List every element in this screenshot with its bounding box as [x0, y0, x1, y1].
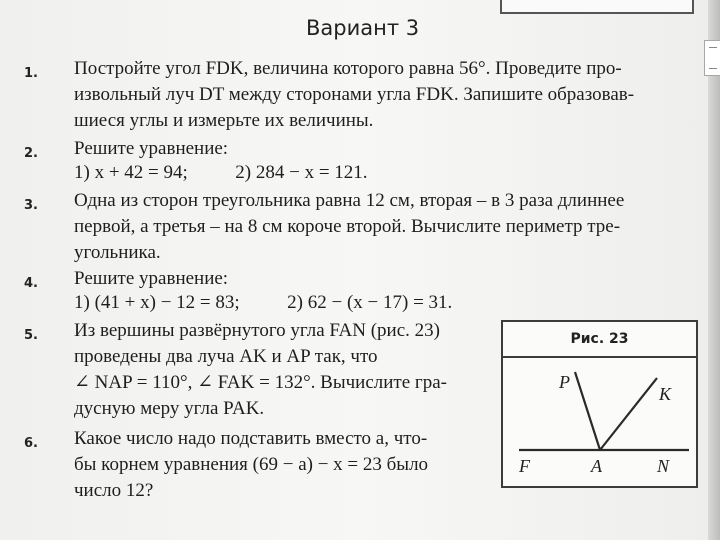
problem-5-number: 5.	[24, 328, 38, 343]
problem-6-number: 6.	[24, 436, 38, 451]
figure-23	[501, 320, 698, 488]
label-k: K	[659, 384, 672, 404]
problem-2-line-2: 1) x + 42 = 94; 2) 284 − x = 121.	[74, 162, 368, 183]
problem-6-line-1: Какое число надо подставить вместо a, что-	[74, 428, 428, 449]
header-answer-box	[500, 0, 694, 14]
problem-5-line-2: проведены два луча AK и AP так, что	[74, 346, 378, 367]
problem-4-line-1: Решите уравнение:	[74, 268, 229, 289]
label-n: N	[657, 456, 670, 476]
ray-ak	[600, 378, 657, 450]
problem-1-line-3: шиеся углы и измерьте их величины.	[74, 110, 374, 131]
problem-3-number: 3.	[24, 198, 38, 213]
figure-caption: Рис. 23	[503, 322, 696, 358]
problem-5-line-4: дусную меру угла PAK.	[74, 398, 265, 419]
right-edge-strip	[708, 0, 720, 540]
problem-1-line-2: извольный луч DT между сторонами угла FDK. Запишите образовав-	[74, 84, 635, 105]
problem-1-number: 1.	[24, 66, 38, 81]
problem-2-line-1: Решите уравнение:	[74, 138, 229, 159]
ray-ap	[575, 372, 600, 450]
problem-1-line-1: Постройте угол FDK, величина которого равна 56°. Проведите про-	[74, 58, 622, 79]
problem-4-number: 4.	[24, 276, 38, 291]
side-tab	[704, 40, 720, 76]
problem-4-line-2: 1) (41 + x) − 12 = 83; 2) 62 − (x − 17) = 31.	[74, 292, 453, 313]
variant-title: Вариант 3	[306, 16, 420, 40]
label-a: A	[591, 456, 602, 476]
label-p: P	[559, 372, 570, 392]
problem-5-line-1: Из вершины развёрнутого угла FAN (рис. 23)	[74, 320, 440, 341]
problem-3-line-1: Одна из сторон треугольника равна 12 см, вторая – в 3 раза длиннее	[74, 190, 625, 211]
problem-3-line-3: угольника.	[74, 242, 161, 263]
label-f: F	[519, 456, 530, 476]
problem-2-number: 2.	[24, 146, 38, 161]
problem-5-line-3: ∠ NAP = 110°, ∠ FAK = 132°. Вычислите гра-	[74, 372, 447, 393]
problem-6-line-2: бы корнем уравнения (69 − a) − x = 23 было	[74, 454, 429, 475]
problem-3-line-2: первой, а третья – на 8 см короче второй. Вычислите периметр тре-	[74, 216, 621, 237]
problem-6-line-3: число 12?	[74, 480, 154, 501]
